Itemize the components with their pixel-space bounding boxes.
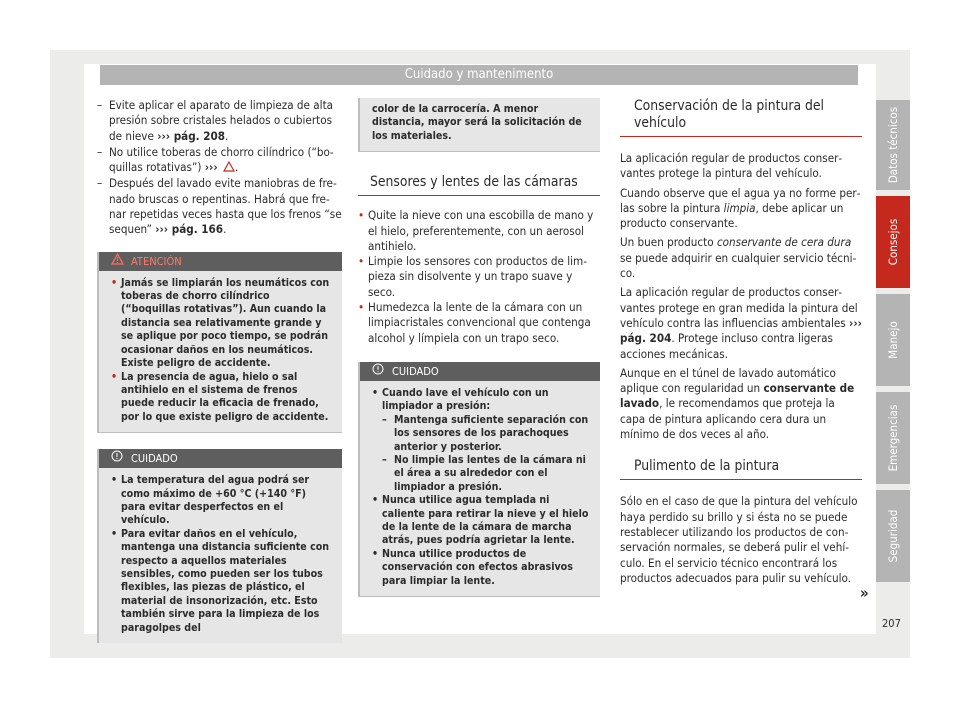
info-circle-icon [370,362,386,381]
caution-box [358,362,600,597]
section-heading: Sensores y lentes de las cámaras [358,174,600,196]
list-item: • Limpie los sensores con productos de limpieza sin disolvente y un trapo suave y seco. [358,254,587,299]
paragraph: Sólo en el caso de que la pintura del vehículo haya perdido su brillo y si ésta no se puede restablecer utilizando los productos de conservación normales, se deberá pulir el vehículo. En el servicio técnico encontrará los productos adecuados para pulir su vehículo. [620,494,858,585]
paragraph: La aplicación regular de productos conservantes protege la pintura del vehículo. [620,151,843,181]
column-2 [358,98,600,597]
caution-bullet: • Cuando lave el vehículo con un limpiador a presión: [372,386,549,413]
caution-subitem: – No limpie las lentes de la cámara ni el área a su alrededor con el limpiador a presión. [382,453,586,493]
paragraph: Cuando observe que el agua ya no forme perlas sobre la pintura limpia, debe aplicar un producto conservante. [620,185,861,231]
warning-box-title: ATENCIÓN [99,252,342,271]
column-1 [97,98,342,643]
warning-box [97,252,342,433]
paragraph: La aplicación regular de productos conservantes protege en gran medida la pintura del vehículo contra las influencias ambientales ››› pág. 204. Protege incluso contra ligeras acciones mecánicas. [620,285,862,361]
caution-bullet: • Nunca utilice productos de conservación con efectos abrasivos para limpiar la lente. [372,547,573,587]
column-3 [620,98,862,590]
caution-bullet: • Para evitar daños en el vehículo, mantenga una distancia suficiente con respecto a aquellos materiales sensibles, como pueden ser los tubos flexibles, las piezas de plástico, el material de insonorización, etc. Esto también sirve para la limpieza de los paragolpes del [111,527,330,634]
tab-seguridad[interactable]: Seguridad [876,490,910,582]
continued-marker: » [860,584,869,602]
list-item: – Después del lavado evite maniobras de frenado bruscas o repentinas. Habrá que frenar repetidas veces hasta que los frenos “se sequen” ››› pág. 166. [97,176,342,237]
warning-icon [223,161,235,172]
list-item: • Quite la nieve con una escobilla de mano y el hielo, preferentemente, con un aerosol antihielo. [358,208,594,253]
paragraph: Aunque en el túnel de lavado automático aplique con regularidad un conservante de lavado, le recomendamos que proteja la capa de pintura aplicando cera dura un mínimo de dos veces al año. [620,365,855,442]
caution-bullet: • La temperatura del agua podrá ser como máximo de +60 °C (+140 °F) para evitar desperfectos en el vehículo. [111,474,310,527]
tab-manejo[interactable]: Manejo [876,294,910,386]
warning-bullet: • La presencia de agua, hielo o sal antihielo en el sistema de frenos puede reducir la eficacia de frenado, por lo que existe peligro de accidente. [111,370,329,423]
list-item: • Humedezca la lente de la cámara con un limpiacristales convencional que contenga alcohol y límpiela con un trapo seco. [358,300,591,345]
caution-box [97,449,342,643]
info-circle-icon [109,449,125,468]
list-item: – Evite aplicar el aparato de limpieza de alta presión sobre cristales helados o cubiertos de nieve ››› pág. 208. [97,98,334,143]
paragraph: Un buen producto conservante de cera dura se puede adquirir en cualquier servicio técnico. [620,235,857,281]
caution-box-title: CUIDADO [99,449,342,468]
page-number: 207 [882,617,901,630]
tab-consejos[interactable]: Consejos [876,196,910,288]
section-heading: Pulimento de la pintura [620,458,862,480]
warning-icon [109,252,125,271]
caution-box-title: CUIDADO [360,362,600,381]
caution-bullet: • Nunca utilice agua templada ni caliente para retirar la nieve y el hielo de la lente de la cámara de marcha atrás, pues podría agrietar la lente. [372,494,589,547]
running-header: Cuidado y mantenimento [100,65,858,85]
section-heading: Conservación de la pintura del vehículo [620,98,862,137]
warning-bullet: • Jamás se limpiarán los neumáticos con toberas de chorro cilíndrico (“boquillas rotativas”). Aun cuando la distancia sea relativamente grande y se aplique por poco tiempo, se podrán ocasionar daños en los neumáticos. Existe peligro de accidente. [111,276,330,370]
tab-datos-tecnicos[interactable]: Datos técnicos [876,100,910,190]
tab-emergencias[interactable]: Emergencias [876,392,910,484]
caution-subitem: – Mantenga suficiente separación con los sensores de los parachoques anterior y posterior. [382,413,589,453]
caution-box-continued: color de la carrocería. A menor distancia, mayor será la solicitación de los materiales. [358,98,600,152]
list-item: – No utilice toberas de chorro cilíndrico (“boquillas rotativas”) ››› . [97,144,334,175]
